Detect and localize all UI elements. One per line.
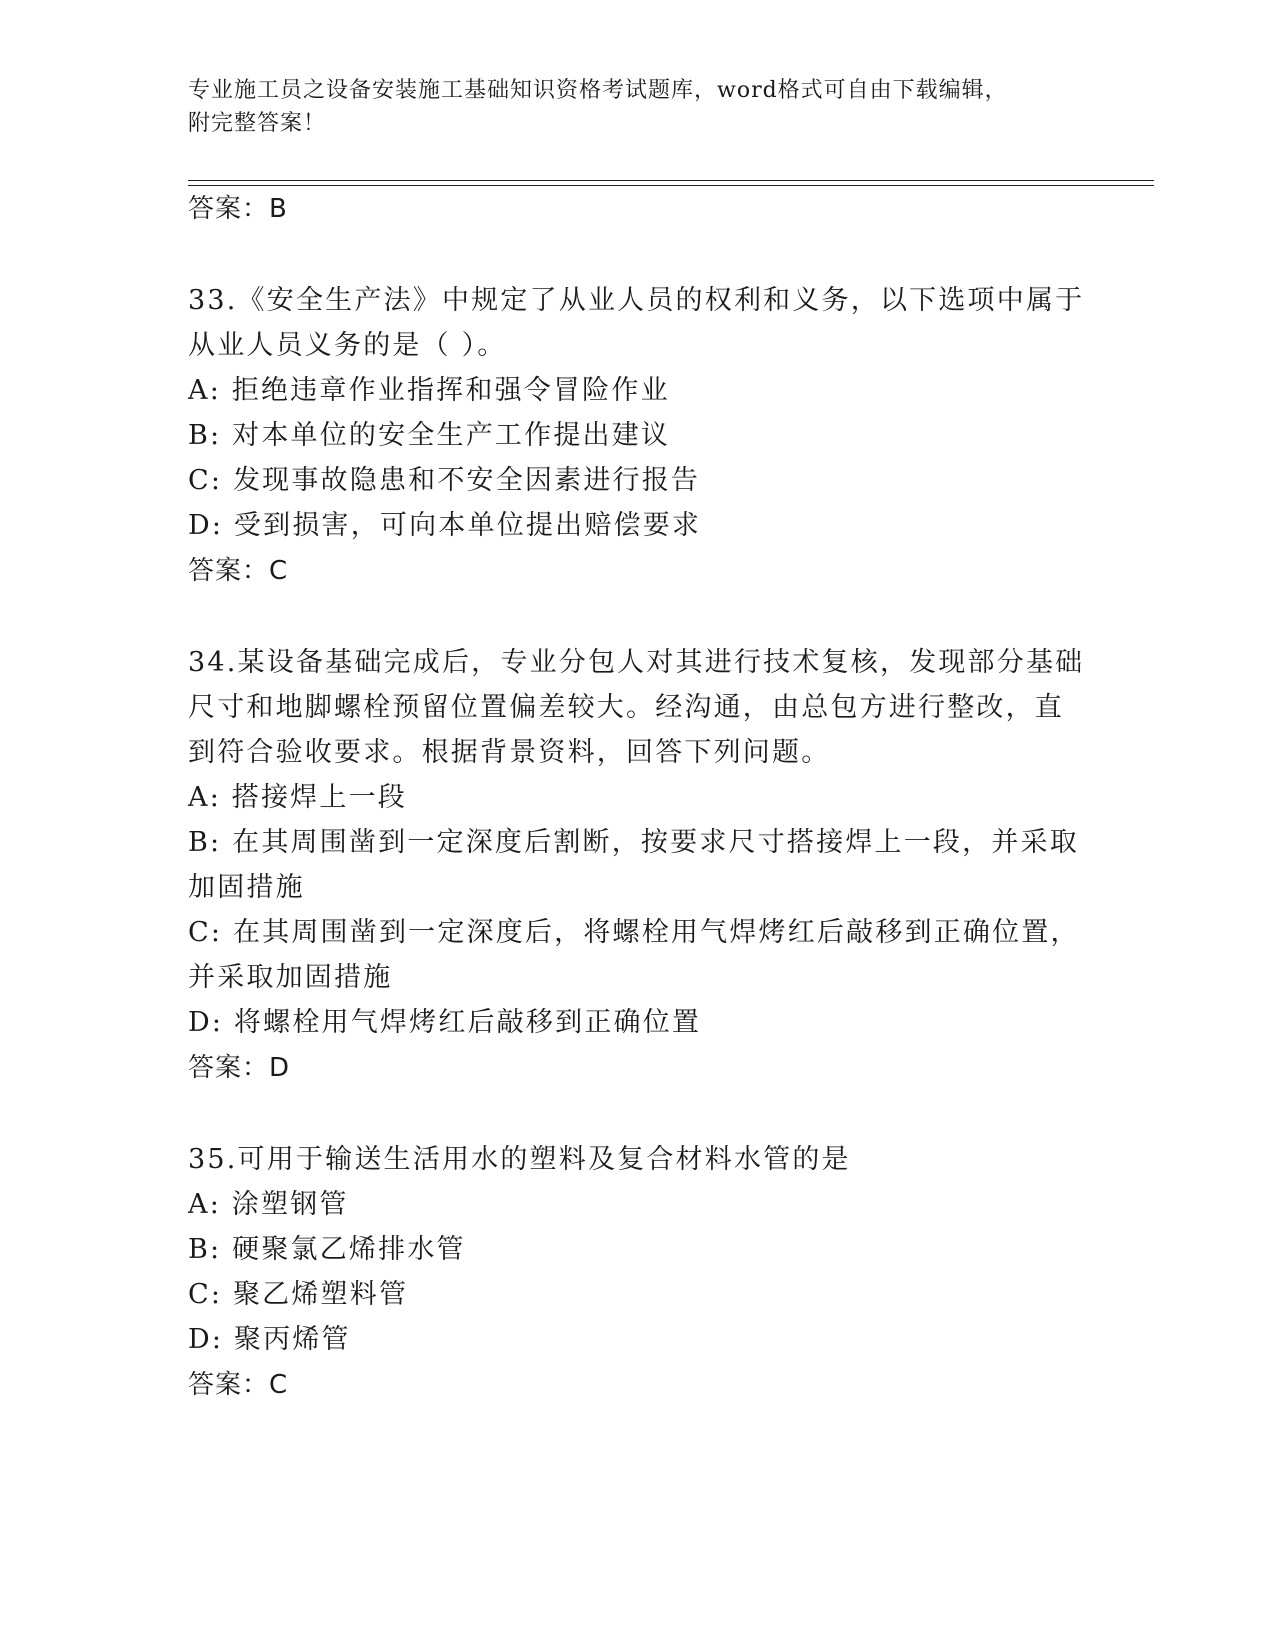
option-b-continued: 加固措施: [188, 872, 305, 903]
option-b: B: 在其周围凿到一定深度后割断，按要求尺寸搭接焊上一段，并采取: [188, 827, 1079, 858]
answer: 答案：C: [188, 1370, 289, 1400]
option-c-continued: 并采取加固措施: [188, 962, 393, 993]
option-d: D: 聚丙烯管: [188, 1324, 351, 1355]
question-stem-line: 从业人员义务的是（ ）。: [188, 330, 507, 361]
answer: 答案：C: [188, 556, 289, 586]
option-b: B: 硬聚氯乙烯排水管: [188, 1234, 466, 1265]
question-stem-line: 到符合验收要求。根据背景资料，回答下列问题。: [188, 737, 831, 768]
question-stem-line: 35.可用于输送生活用水的塑料及复合材料水管的是: [188, 1144, 851, 1175]
spacer: [188, 232, 1088, 278]
header-line-2: 附完整答案！: [188, 111, 327, 136]
question-stem-line: 33.《安全生产法》中规定了从业人员的权利和义务，以下选项中属于: [188, 285, 1085, 316]
option-a: A: 拒绝违章作业指挥和强令冒险作业: [188, 375, 670, 406]
spacer: [188, 1091, 1088, 1137]
option-d: D: 将螺栓用气焊烤红后敲移到正确位置: [188, 1007, 702, 1038]
question-33: [188, 278, 1088, 594]
question-stem-line: 尺寸和地脚螺栓预留位置偏差较大。经沟通，由总包方进行整改，直: [188, 692, 1064, 723]
spacer: [188, 594, 1088, 640]
answer: 答案：D: [188, 1053, 291, 1083]
option-b: B: 对本单位的安全生产工作提出建议: [188, 420, 671, 451]
question-35: [188, 1137, 1088, 1408]
document-header: [188, 74, 1088, 140]
option-c: C: 发现事故隐患和不安全因素进行报告: [188, 465, 701, 496]
option-a: A: 搭接焊上一段: [188, 782, 407, 813]
option-c: C: 聚乙烯塑料管: [188, 1279, 409, 1310]
previous-answer: 答案：B: [188, 194, 288, 224]
question-34: [188, 640, 1088, 1091]
option-d: D: 受到损害，可向本单位提出赔偿要求: [188, 510, 702, 541]
question-content: [188, 186, 1088, 1408]
header-divider-top: [188, 180, 1154, 181]
option-c: C: 在其周围凿到一定深度后，将螺栓用气焊烤红后敲移到正确位置，: [188, 917, 1080, 948]
header-line-1: 专业施工员之设备安装施工基础知识资格考试题库，word格式可自由下载编辑，: [188, 78, 1008, 103]
question-stem-line: 34.某设备基础完成后，专业分包人对其进行技术复核，发现部分基础: [188, 647, 1085, 678]
option-a: A: 涂塑钢管: [188, 1189, 349, 1220]
